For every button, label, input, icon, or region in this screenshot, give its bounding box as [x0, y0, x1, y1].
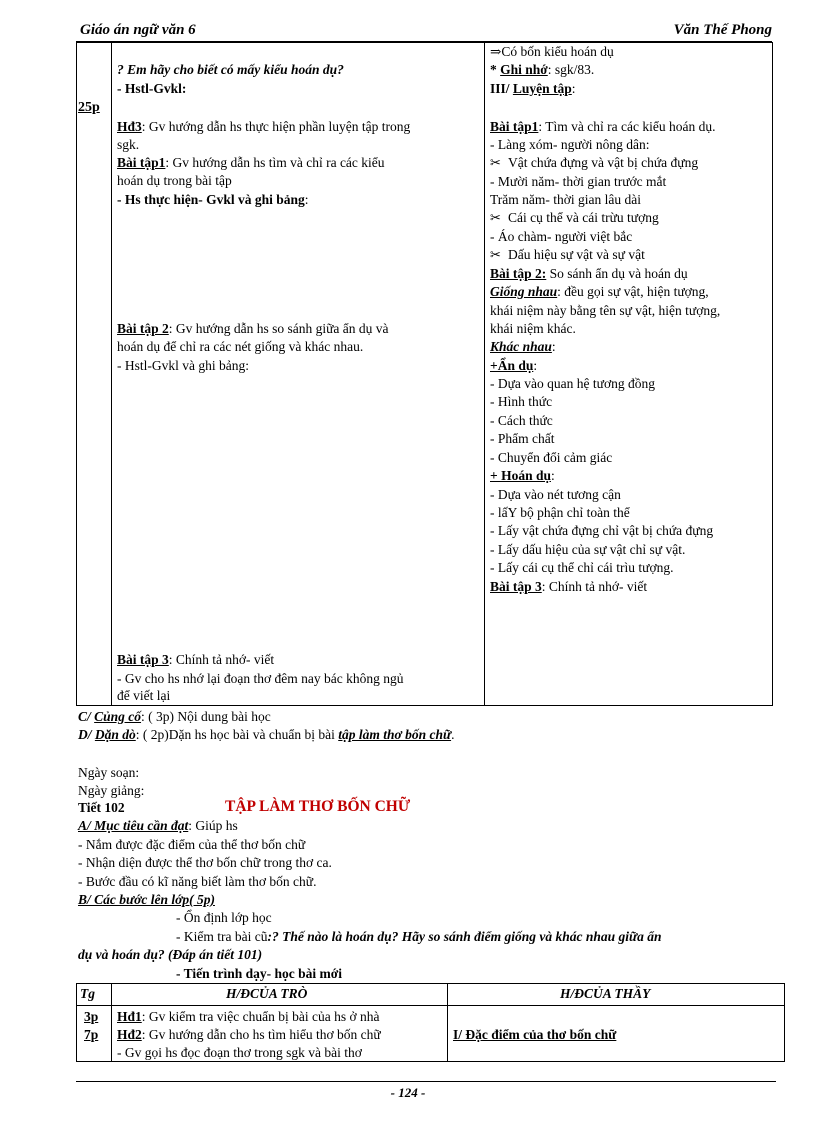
bt2-line1: Bài tập 2: Gv hướng dẫn hs so sánh giữa ẩn dụ và [117, 321, 389, 336]
bt1-item-4: Trăm năm- thời gian lâu dài [490, 192, 641, 207]
an-du-item-5: - Chuyển đổi cảm giác [490, 450, 613, 465]
bt2-hstl: - Hstl-Gvkl và ghi bảng: [117, 358, 249, 373]
an-du-item-2: - Hình thức [490, 394, 553, 409]
scissors-icon: ✂ [490, 155, 501, 170]
ngay-giang: Ngày giảng: [78, 783, 145, 798]
time-3p: 3p [84, 1009, 99, 1024]
giong-nhau-line2: khái niệm này bằng tên sự vật, hiện tượng, [490, 303, 721, 318]
bt3-gv-line2: để viết lại [117, 688, 171, 703]
giong-nhau-line3: khái niệm khác. [490, 321, 576, 336]
cac-buoc-len-lop: B/ Các bước lên lớp( 5p) [78, 892, 215, 907]
header-left: Giáo án ngữ văn 6 [80, 22, 196, 38]
muc-tieu-item-2: - Nhận diện được thể thơ bốn chữ trong thơ ca. [78, 855, 332, 870]
ngay-soan: Ngày soạn: [78, 765, 140, 780]
muc-tieu: A/ Mục tiêu cần đạt: Giúp hs [78, 818, 238, 833]
step-on-dinh: - Ổn định lớp học [176, 910, 272, 925]
an-du-item-4: - Phẩm chất [490, 431, 555, 446]
bt3-gv-line1: - Gv cho hs nhớ lại đoạn thơ đêm nay bác không ngủ [117, 671, 404, 686]
step-kiem-tra: - Kiểm tra bài cũ:? Thế nào là hoán dụ? Hãy so sánh điểm giống và khác nhau giữa ẩn [176, 929, 662, 944]
bt1-item-5: ✂ Cái cụ thể và cái trừu tượng [490, 210, 659, 225]
bt3-right: Bài tập 3: Chính tả nhớ- viết [490, 579, 648, 594]
table2-header-divider [76, 1005, 785, 1006]
hoan-du-item-5: - Lấy cái cụ thể chỉ cái trìu tượng. [490, 560, 674, 575]
an-du-item-1: - Dựa vào quan hệ tương đồng [490, 376, 655, 391]
bt1-item-1: - Làng xóm- người nông dân: [490, 137, 650, 152]
scissors-icon: ✂ [490, 247, 501, 262]
bt1-right: Bài tập1: Tìm và chỉ ra các kiểu hoán dụ. [490, 119, 716, 134]
gv-goi-hs: - Gv gọi hs đọc đoạn thơ trong sgk và bài thơ [117, 1045, 362, 1060]
bt2-line2: hoán dụ để chỉ ra các nét giống và khác nhau. [117, 339, 364, 354]
hoan-du-item-3: - Lấy vật chứa đựng chỉ vật bị chứa đựng [490, 523, 714, 538]
dan-do: D/ Dặn dò: ( 2p)Dặn hs học bài và chuẩn bị bài tập làm thơ bốn chữ. [78, 727, 455, 742]
giong-nhau-line1: Giống nhau: đều gọi sự vật, hiện tượng, [490, 284, 709, 299]
hoan-du-item-1: - Dựa vào nét tương cận [490, 487, 621, 502]
an-du-item-3: - Cách thức [490, 413, 553, 428]
ghi-nho: * Ghi nhớ: sgk/83. [490, 62, 595, 77]
bt1-item-3: - Mười năm- thời gian trước mắt [490, 174, 667, 189]
hoan-du-heading: + Hoán dụ: [490, 468, 555, 483]
table1-time: 25p [78, 100, 100, 115]
luyen-tap-heading: III/ Luyện tập: [490, 81, 576, 96]
hd2-line: Hđ2: Gv hướng dẫn cho hs tìm hiểu thơ bốn chữ [117, 1027, 381, 1042]
an-du-heading: +Ẩn dụ: [490, 358, 538, 373]
hd3-line2: sgk. [117, 137, 140, 152]
implies-arrow-icon: ⇒ [490, 44, 502, 59]
bt1-item-6: - Áo chàm- người việt bắc [490, 229, 633, 244]
hd1-line: Hđ1: Gv kiểm tra việc chuẩn bị bài của hs ở nhà [117, 1009, 380, 1024]
time-7p: 7p [84, 1027, 99, 1042]
table1-col-divider-2 [484, 42, 485, 706]
col-header-tro: H/ĐCỦA TRÒ [226, 986, 308, 1001]
question-kieu-hoan-du: ? Em hãy cho biết có mấy kiểu hoán dụ? [117, 62, 344, 77]
col-header-thay: H/ĐCỦA THẦY [560, 986, 651, 1001]
hoan-du-item-2: - lấY bộ phận chỉ toàn thể [490, 505, 630, 520]
bt1-line1: Bài tập1: Gv hướng dẫn hs tìm và chỉ ra các kiểu [117, 155, 385, 170]
bt3-left-line: Bài tập 3: Chính tả nhớ- viết [117, 652, 275, 667]
hoan-du-item-4: - Lấy dấu hiệu của sự vật chỉ sự vật. [490, 542, 686, 557]
khac-nhau: Khác nhau: [490, 339, 556, 354]
bt2-right: Bài tập 2: So sánh ẩn dụ và hoán dụ [490, 266, 688, 281]
footer-divider [76, 1081, 776, 1082]
dac-diem-tho-bon-chu: I/ Đặc điểm của thơ bốn chữ [453, 1027, 617, 1042]
table1-col-divider-1 [111, 42, 112, 706]
bt1-line2: hoán dụ trong bài tập [117, 173, 232, 188]
tiet-number: Tiết 102 [78, 800, 125, 815]
step-tien-trinh: - Tiến trình dạy- học bài mới [176, 966, 343, 981]
col-header-tg: Tg [80, 986, 95, 1001]
muc-tieu-item-1: - Nắm được đặc điểm của thể thơ bốn chữ [78, 837, 306, 852]
page-header [80, 22, 772, 42]
table2-col-divider-2 [447, 983, 448, 1062]
hd3-line1: Hđ3: Gv hướng dẫn hs thực hiện phần luyện tập trong [117, 119, 411, 134]
page-number: - 124 - [390, 1085, 426, 1100]
scissors-icon: ✂ [490, 210, 501, 225]
kieu-hoan-du: ⇒Có bốn kiểu hoán dụ [490, 44, 614, 59]
header-right: Văn Thế Phong [673, 22, 772, 38]
bt1-item-2: ✂ Vật chứa đựng và vật bị chứa đựng [490, 155, 699, 170]
bt1-item-7: ✂ Dấu hiệu sự vật và sự vật [490, 247, 645, 262]
step-kiem-tra-cont: dụ và hoán dụ? (Đáp án tiết 101) [78, 947, 263, 962]
hstl-gvkl: - Hstl-Gvkl: [117, 81, 187, 96]
lesson-title: TẬP LÀM THƠ BỐN CHỮ [225, 798, 411, 815]
muc-tieu-item-3: - Bước đầu có kĩ năng biết làm thơ bốn chữ. [78, 874, 317, 889]
cung-co: C/ Củng cố: ( 3p) Nội dung bài học [78, 709, 271, 724]
table2-col-divider-1 [111, 983, 112, 1062]
bt1-hs: - Hs thực hiện- Gvkl và ghi bảng: [117, 192, 309, 207]
